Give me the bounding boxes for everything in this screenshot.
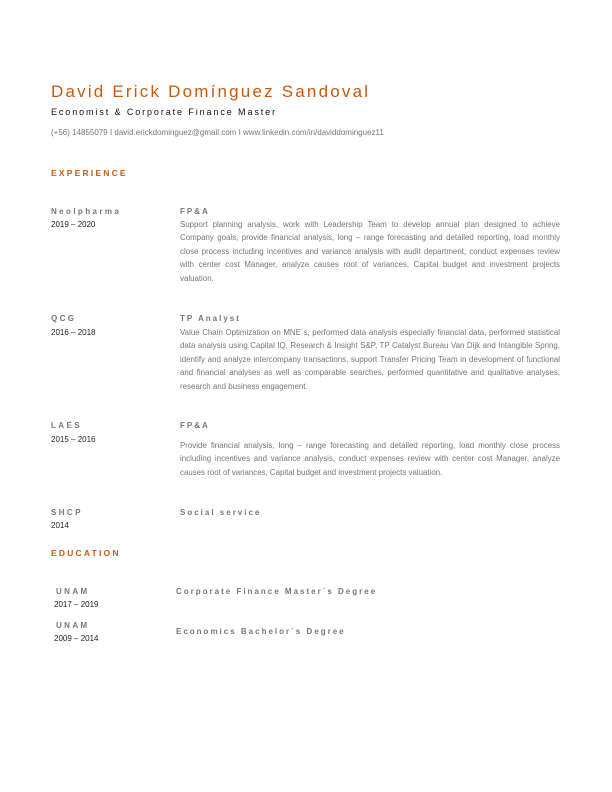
employment-dates: 2014 [51,521,69,530]
job-description: Provide financial analysis, long – range forecasting and detailed reporting, load monthly close process including incentives and variance analysis, conduct expenses review with center cost Manager, analyze causes root of variances, Capital budget and investment projects valuation. [180,441,560,477]
linkedin-link[interactable]: www.linkedin.com/in/daviddominguez11 [243,128,384,137]
job-role: FP&A [180,207,210,216]
candidate-name: David Erick Domínguez Sandoval [51,82,371,101]
experience-heading: EXPERIENCE [51,168,128,178]
employer: LAES [51,421,82,430]
employer: QCG [51,314,77,323]
job-role: TP Analyst [180,314,241,323]
employer: Neolpharma [51,207,122,216]
job-role: FP&A [180,421,210,430]
candidate-title: Economist & Corporate Finance Master [51,107,277,117]
degree: Corporate Finance Master´s Degree [176,587,378,596]
employment-dates: 2016 – 2018 [51,328,96,337]
email-link[interactable]: david.erickdominguez@gmail.com [114,128,237,137]
education-heading: EDUCATION [51,548,121,558]
job-description: Support planning analysis, work with Leadership Team to develop annual plan designed to achieve Company goals, provide financial analysis, long – range forecasting and detailed reporting, load monthly close process including incentives and variance analysis with audit department, conduct expenses review with center cost Manager, analyze causes root of variances, Capital budget and investment projects valuation. [180,220,560,283]
job-description: Value Chain Optimization on MNE´s, performed data analysis especially financial data, performed statistical data analysis using Capital IQ, Research & Insight S&P, TP Catalyst Bureau Van Dijk and Intangible Spring, identify and analyze intercompany transactions, support Transfer Pricing Team in development of functional and financial analyses as well as comparable searches, performed quantitative and qualitative analyses, research and business engagement. [180,328,560,391]
education-dates: 2009 – 2014 [54,634,99,643]
institution: UNAM [56,621,90,630]
separator: I [236,128,244,137]
phone: (+56) 14855079 [51,128,108,137]
separator: I [107,128,115,137]
contact-line [51,128,384,137]
employer: SHCP [51,508,83,517]
education-dates: 2017 – 2019 [54,600,99,609]
employment-dates: 2015 – 2016 [51,435,96,444]
job-role: Social service [180,508,262,517]
institution: UNAM [56,587,90,596]
employment-dates: 2019 – 2020 [51,220,96,229]
degree: Economics Bachelor´s Degree [176,627,346,636]
